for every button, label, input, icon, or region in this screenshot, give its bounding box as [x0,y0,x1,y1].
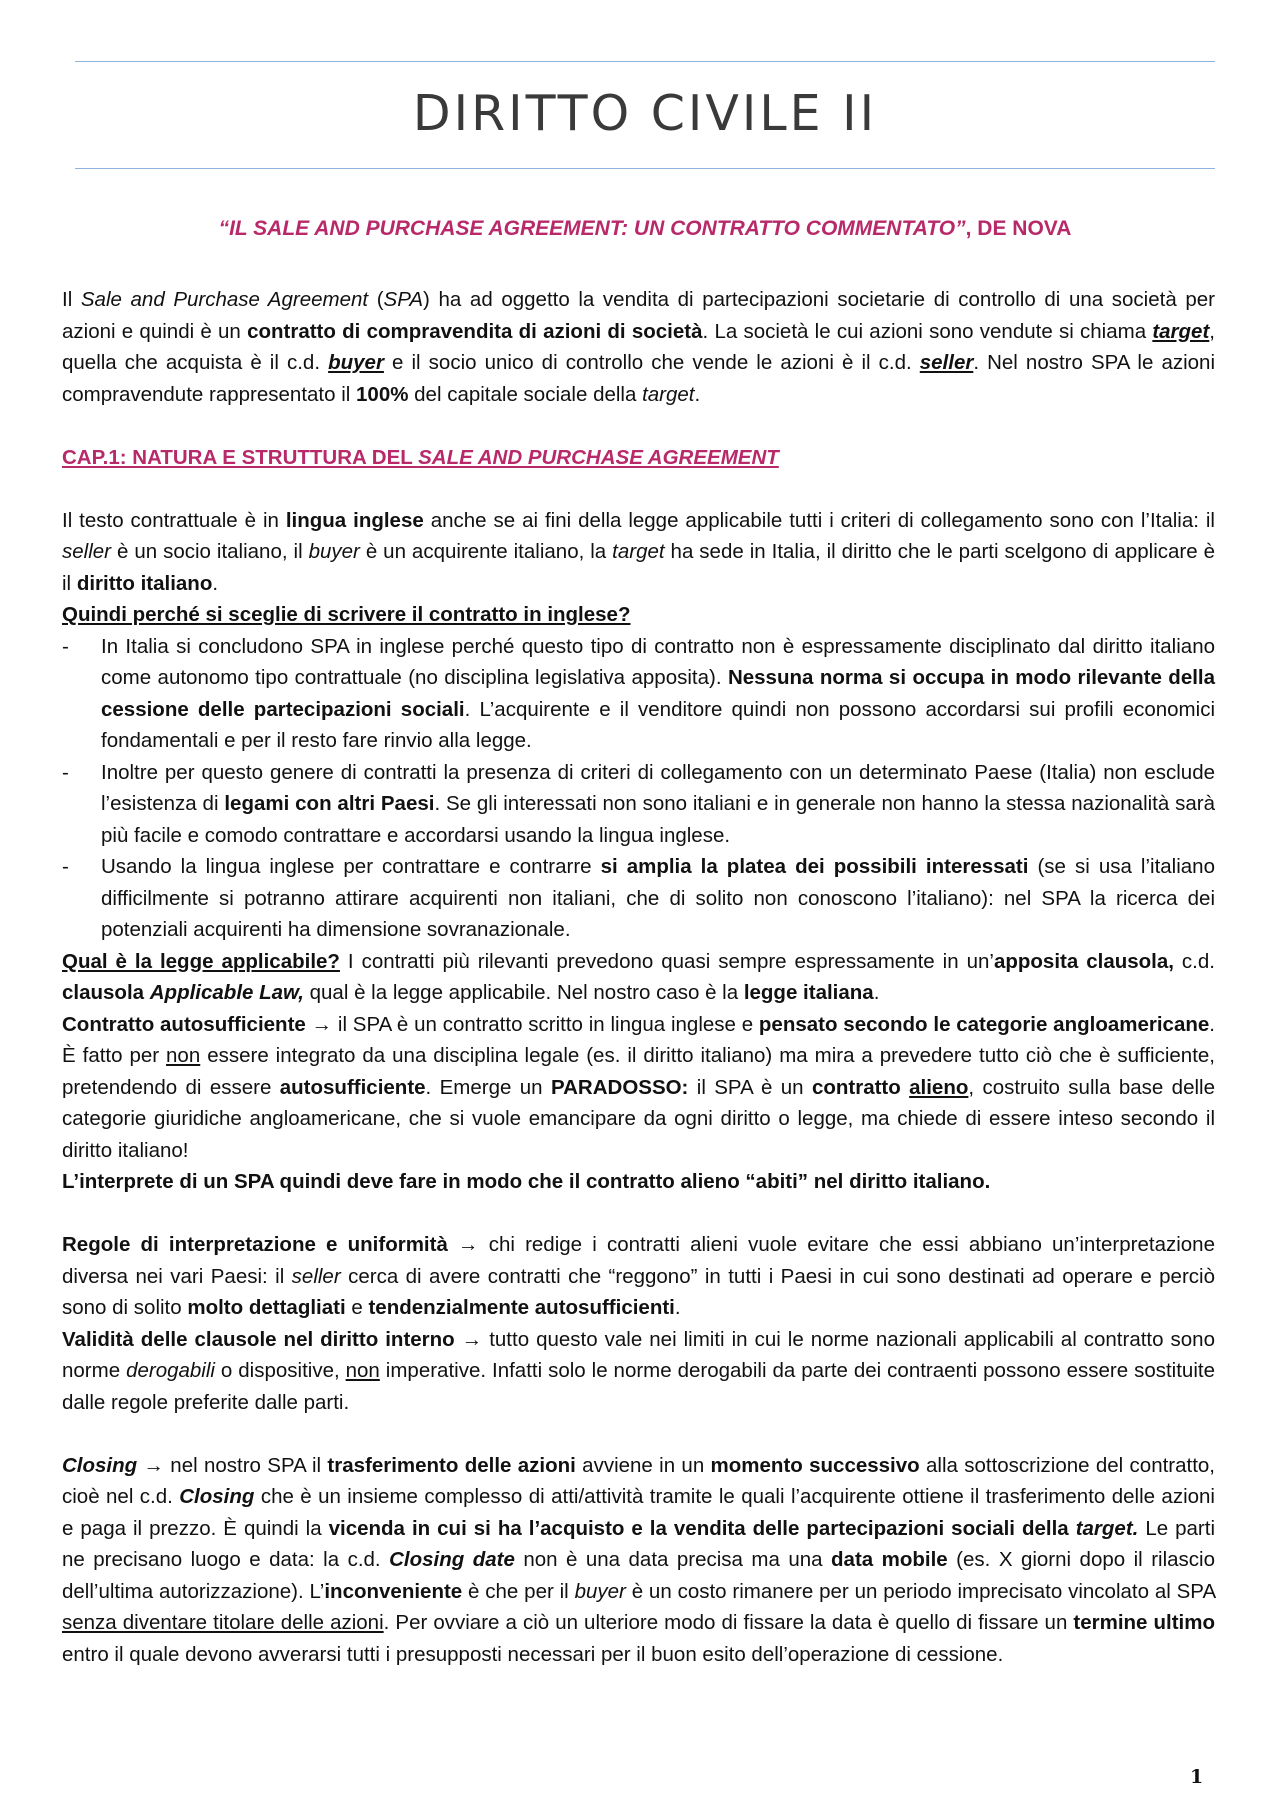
body-paragraph: Validità delle clausole nel diritto interno → tutto questo vale nei limiti in cui le norme nazionali applicabili al contratto sono norme derogabili o dispositive, non imperative. Infatti solo le norme derogabili da parte dei contraenti possono essere sostituite dalle regole preferite dalle parti. [62,1327,1215,1414]
title-rule-bottom [75,168,1215,169]
body-paragraph: Il Sale and Purchase Agreement (SPA) ha ad oggetto la vendita di partecipazioni societarie di controllo di una società per azioni e quindi è un contratto di compravendita di azioni di società. La società le cui azioni sono vendute si chiama target, quella che acquista è il c.d. buyer e il socio unico di controllo che vende le azioni è il c.d. seller. Nel nostro SPA le azioni compravendute rappresentato il 100% del capitale sociale della target. [62,288,1216,406]
paragraph-spacer [62,410,1215,442]
page-number: 1 [1190,1766,1204,1788]
paragraph-spacer [62,1198,1215,1230]
body-paragraph: Qual è la legge applicabile? I contratti più rilevanti prevedono quasi sempre espressamente in un’apposita clausola, c.d. clausola Applicable Law, qual è la legge applicabile. Nel nostro caso è la legge italiana. [62,949,1215,1004]
paragraph-spacer [62,1418,1215,1450]
subtitle-author: , DE NOVA [965,217,1072,240]
chapter-heading: CAP.1: NATURA E STRUTTURA DEL SALE AND PURCHASE AGREEMENT [62,445,779,469]
body-paragraph: Quindi perché si sceglie di scrivere il contratto in inglese? [62,603,631,626]
body-paragraph: L’interprete di un SPA quindi deve fare in modo che il contratto alieno “abiti” nel diritto italiano. [62,1170,991,1193]
body-paragraph: Contratto autosufficiente → il SPA è un contratto scritto in lingua inglese e pensato secondo le categorie angloamericane. È fatto per non essere integrato da una disciplina legale (es. il diritto italiano) ma mira a prevedere tutto ciò che è sufficiente, pretendendo di essere autosufficiente. Emerge un PARADOSSO: il SPA è un contratto alieno, costruito sulla base delle categorie giuridiche angloamericane, che si vuole emancipare da ogni diritto o legge, ma chiede di essere inteso secondo il diritto italiano! [62,1012,1215,1162]
title-rule-top [75,61,1215,62]
bullet-dash: - [62,855,69,878]
bullet-item: - Inoltre per questo genere di contratti la presenza di criteri di collegamento con un determinato Paese (Italia) non esclude l’esistenza di legami con altri Paesi. Se gli interessati non sono italiani e in generale non hanno la stessa nazionalità sarà più facile e comodo contrattare e accordarsi usando la lingua inglese. [62,757,1215,852]
paragraph-spacer [62,473,1215,505]
document-body [62,284,1215,1670]
bullet-dash: - [62,760,69,784]
body-paragraph: Regole di interpretazione e uniformità → chi redige i contratti alieni vuole evitare che essi abbiano un’interpretazione diversa nei vari Paesi: il seller cerca di avere contratti che “reggono” in tutti i Paesi in cui sono destinati ad operare e perciò sono di solito molto dettagliati e tendenzialmente autosufficienti. [62,1233,1215,1319]
bullet-item: - Usando la lingua inglese per contrattare e contrarre si amplia la platea dei possibili interessati (se si usa l’italiano difficilmente si potranno attirare acquirenti non italiani, che di solito non conoscono l’italiano): nel SPA la ricerca dei potenziali acquirenti ha dimensione sovranazionale. [62,851,1215,946]
bullet-dash: - [62,634,69,658]
body-paragraph: Il testo contrattuale è in lingua inglese anche se ai fini della legge applicabile tutti i criteri di collegamento sono con l’Italia: il seller è un socio italiano, il buyer è un acquirente italiano, la target ha sede in Italia, il diritto che le parti scelgono di applicare è il diritto italiano. [62,508,1215,595]
bullet-item: - In Italia si concludono SPA in inglese perché questo tipo di contratto non è espressamente disciplinato dal diritto italiano come autonomo tipo contrattuale (no disciplina legislativa apposita). Nessuna norma si occupa in modo rilevante della cessione delle partecipazioni sociali. L’acquirente e il venditore quindi non possono accordarsi sui profili economici fondamentali e per il resto fare rinvio alla legge. [62,631,1215,757]
body-paragraph: Closing → nel nostro SPA il trasferimento delle azioni avviene in un momento successivo alla sottoscrizione del contratto, cioè nel c.d. Closing che è un insieme complesso di atti/attività tramite le quali l’acquirente ottiene il trasferimento delle azioni e paga il prezzo. È quindi la vicenda in cui si ha l’acquisto e la vendita delle partecipazioni sociali della target. Le parti ne precisano luogo e data: la c.d. Closing date non è una data precisa ma una data mobile (es. X giorni dopo il rilascio dell’ultima autorizzazione). L’inconveniente è che per il buyer è un costo rimanere per un periodo imprecisato vincolato al SPA senza diventare titolare delle azioni. Per ovviare a ciò un ulteriore modo di fissare la data è quello di fissare un termine ultimo entro il quale devono avverarsi tutti i presupposti necessari per il buon esito dell’operazione di cessione. [62,1453,1216,1666]
document-subtitle [75,214,1215,244]
subtitle-quoted: “IL SALE AND PURCHASE AGREEMENT: UN CONTRATTO COMMENTATO” [218,217,966,240]
page-title: DIRITTO CIVILE II [412,85,878,142]
